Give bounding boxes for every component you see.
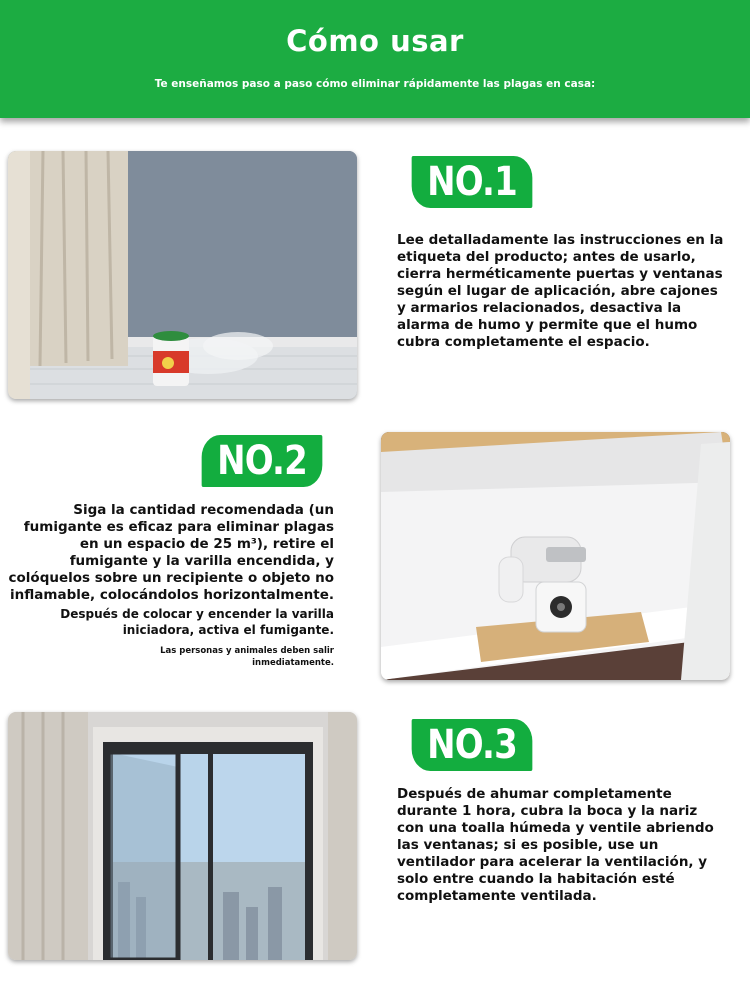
step2-photo [381,432,730,680]
page-subtitle: Te enseñamos paso a paso cómo eliminar rápidamente las plagas en casa: [154,78,596,90]
step3-badge: NO.3 [412,719,533,771]
step2-badge: NO.2 [202,435,323,487]
step2-text: Siga la cantidad recomendada (un fumigante es eficaz para eliminar plagas en un espacio de 25 m³), retire el fumigante y la varilla encendida, y colóquelos sobre un recipiente o objeto no inflamable, colocándolos horizontalmente. [8,502,334,603]
step3-text: Después de ahumar completamente durante 1 hora, cubra la boca y la nariz con una toalla húmeda y ventile abriendo las ventanas; si es posible, use un ventilador para acelerar la ventilación, y solo entre cuando la habitación esté completamente ventilada. [397,786,714,904]
step1-badge: NO.1 [412,156,533,208]
step1-text: Lee detalladamente las instrucciones en la etiqueta del producto; antes de usarlo, cierra herméticamente puertas y ventanas según el lugar de aplicación, abre cajones y armarios relacionados, desactiva la alarma de humo y permite que el humo cubra completamente el espacio. [397,232,724,350]
step2-note: Después de colocar y encender la varilla iniciadora, activa el fumigante. [60,607,334,637]
header-banner [0,0,750,118]
step2-warning: Las personas y animales deben salir inmediatamente. [160,646,334,668]
step1-photo [8,151,357,399]
page-title: Cómo usar [286,24,464,58]
step3-photo [8,712,357,960]
